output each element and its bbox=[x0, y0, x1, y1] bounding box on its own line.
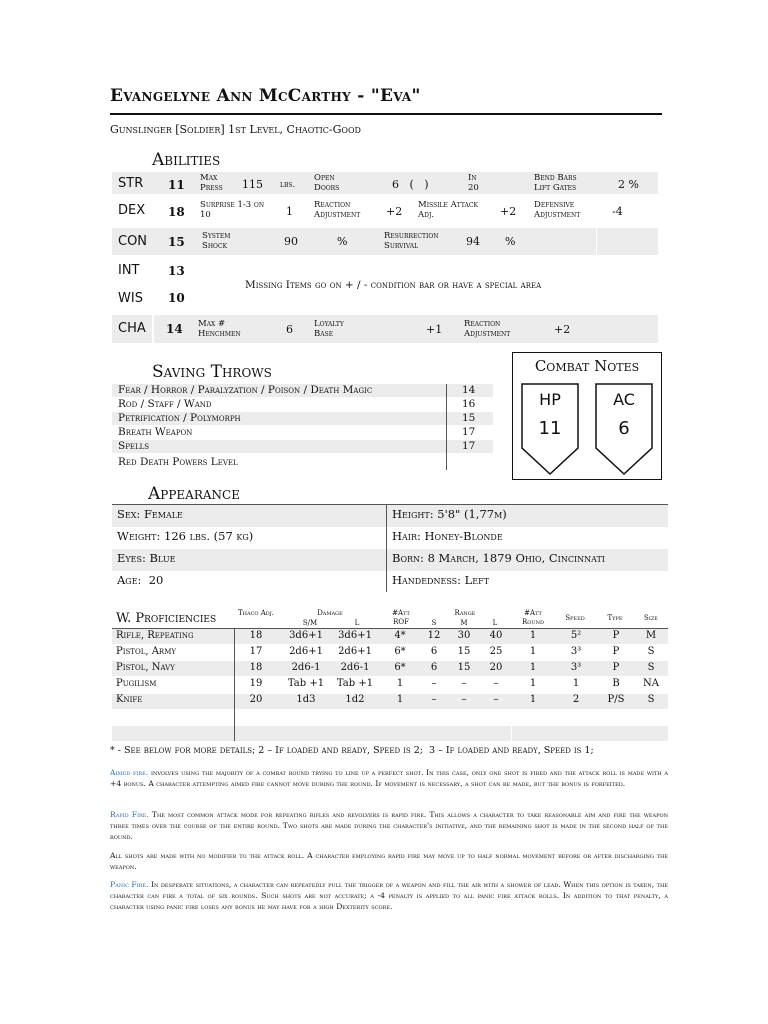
note-keyword: Panic Fire. bbox=[110, 880, 149, 889]
weapon-s: – bbox=[431, 694, 437, 705]
str-bend-bars-label: Bend Bars Lift Gates bbox=[534, 173, 577, 193]
wh-range: Range bbox=[454, 609, 476, 617]
wh-att: #Att ROF bbox=[392, 609, 410, 626]
dex-reaction-label: Reaction Adjustment bbox=[314, 200, 361, 220]
appearance-shade-1 bbox=[112, 505, 668, 527]
weapon-name: Pistol, Navy bbox=[116, 662, 175, 673]
cha-score: 14 bbox=[166, 322, 183, 336]
save-name: Spells bbox=[118, 440, 150, 452]
save-name: Petrification / Polymorph bbox=[118, 412, 241, 424]
weapon-range-l: 20 bbox=[489, 662, 503, 673]
weapon-size: S bbox=[647, 662, 655, 673]
save-row bbox=[112, 456, 505, 469]
sex: Sex: Female bbox=[117, 507, 183, 521]
save-value: 17 bbox=[462, 440, 476, 452]
ac-label: AC bbox=[613, 390, 635, 409]
weapon-sm: 1d3 bbox=[296, 694, 316, 705]
weapon-m: 15 bbox=[457, 662, 471, 673]
weapon-range-l: 25 bbox=[489, 646, 503, 657]
wh-range-m: M bbox=[460, 619, 468, 627]
weapon-s: 6 bbox=[430, 662, 438, 673]
cha-loyalty-label: Loyalty Base bbox=[314, 319, 344, 339]
wh-thaco: Thaco Adj. bbox=[237, 609, 275, 617]
weapon-s: – bbox=[431, 678, 437, 689]
weapon-s: 12 bbox=[427, 630, 441, 641]
wis-label: WIS bbox=[118, 291, 143, 306]
weapon-sm: 2d6+1 bbox=[289, 646, 323, 657]
weapon-speed: 3³ bbox=[570, 646, 582, 657]
str-max-press: 115 bbox=[242, 178, 263, 191]
note-text: The most common attack mode for repeating rifles and revolvers is rapid fire. This allows a character to take reasonable aim and fire the weapon three times over the course of the entire round. Two shots are made during the character's initiative, and the remaining shot is made in the second half of the round. bbox=[110, 810, 668, 841]
combat-notes-heading: Combat Notes bbox=[534, 357, 640, 375]
weapons-heading: W. Proficiencies bbox=[116, 611, 217, 626]
save-value: 14 bbox=[462, 384, 476, 396]
save-name: Rod / Staff / Wand bbox=[118, 398, 212, 410]
weapon-type: P bbox=[612, 662, 620, 673]
note-keyword: Aimed fire. bbox=[110, 768, 149, 777]
weapon-round: 1 bbox=[529, 694, 537, 705]
weapon-l: 2d6-1 bbox=[340, 662, 370, 673]
dex-surprise-label: Surprise 1-3 on 10 bbox=[200, 200, 265, 220]
con-system-shock-label: System Shock bbox=[202, 231, 231, 251]
cha-loyalty: +1 bbox=[426, 323, 443, 336]
weapon-range-l: 40 bbox=[489, 630, 503, 641]
height: Height: 5'8" (1,77m) bbox=[392, 507, 507, 521]
weapon-att: 4* bbox=[394, 630, 406, 641]
weapon-sm: 3d6+1 bbox=[289, 630, 323, 641]
weapon-range-l: – bbox=[493, 694, 499, 705]
abilities-heading: Abilities bbox=[152, 150, 221, 170]
weapon-speed: 1 bbox=[572, 678, 580, 689]
wh-type: Type bbox=[607, 614, 623, 622]
str-bend-bars: 2 % bbox=[618, 178, 639, 191]
ac-value: 6 bbox=[618, 418, 630, 439]
dex-missile: +2 bbox=[500, 205, 517, 218]
dex-score: 18 bbox=[168, 205, 185, 219]
wh-damage: Damage bbox=[317, 609, 343, 617]
wis-score: 10 bbox=[168, 291, 185, 305]
born: Born: 8 March, 1879 Ohio, Cincinnati bbox=[392, 551, 605, 565]
save-row bbox=[112, 398, 505, 411]
weapon-type: B bbox=[612, 678, 620, 689]
weapon-round: 1 bbox=[529, 630, 537, 641]
str-open-doors: 6 ( ) bbox=[392, 178, 429, 191]
cha-row bbox=[112, 315, 658, 343]
str-label: STR bbox=[118, 176, 144, 191]
con-system-shock: 90 bbox=[284, 235, 298, 248]
weapon-sm: 2d6-1 bbox=[291, 662, 321, 673]
save-value: 15 bbox=[462, 412, 476, 424]
int-score: 13 bbox=[168, 264, 185, 278]
save-name: Breath Weapon bbox=[118, 426, 193, 438]
hp-label: HP bbox=[539, 390, 561, 409]
int-label: INT bbox=[118, 263, 140, 278]
age: Age: 20 bbox=[117, 573, 164, 587]
save-row bbox=[112, 426, 505, 439]
weapon-speed: 5² bbox=[570, 630, 582, 641]
con-label: CON bbox=[118, 234, 148, 249]
weapon-speed: 3³ bbox=[570, 662, 582, 673]
dex-defensive: -4 bbox=[612, 205, 623, 218]
note-text: All shots are made with no modifier to the attack roll. A character employing rapid fire may move up to half normal movement before or after discharging the weapon. bbox=[110, 851, 668, 871]
weapon-sm: Tab +1 bbox=[287, 678, 325, 689]
hair: Hair: Honey-Blonde bbox=[392, 529, 503, 543]
weapon-type: P bbox=[612, 630, 620, 641]
con-system-shock-unit: % bbox=[337, 235, 348, 248]
weapon-size: M bbox=[645, 630, 657, 641]
wh-range-l: L bbox=[492, 619, 498, 627]
str-score: 11 bbox=[168, 178, 185, 192]
dex-label: DEX bbox=[118, 203, 146, 218]
weapon-size: S bbox=[647, 694, 655, 705]
weapon-m: 15 bbox=[457, 646, 471, 657]
wh-round: #Att Round bbox=[522, 609, 544, 626]
cha-cell-divider bbox=[152, 315, 154, 343]
title-divider bbox=[110, 113, 662, 115]
cha-henchmen-label: Max # Henchmen bbox=[198, 319, 241, 339]
wh-speed: Speed bbox=[565, 614, 585, 622]
wh-sm: S/M bbox=[302, 619, 318, 627]
weapon-l: 3d6+1 bbox=[338, 630, 372, 641]
hp-value: 11 bbox=[538, 418, 562, 439]
weapon-size: NA bbox=[643, 678, 659, 689]
save-name: Red Death Powers Level bbox=[118, 456, 238, 468]
wh-size: Size bbox=[644, 614, 658, 622]
str-max-press-label: Max Press bbox=[200, 173, 223, 193]
weapon-s: 6 bbox=[430, 646, 438, 657]
weapon-att: 6* bbox=[394, 646, 406, 657]
note-text: involves using the majority of a combat round trying to line up a perfect shot. In this case, only one shot is fired and the attack roll is made with a +4 bonus. A character attempting aimed fire cannot move during the round. If movement is necessary, a shot can be made, but the bonus is forfeited. bbox=[110, 768, 668, 788]
weapon-size: S bbox=[647, 646, 655, 657]
save-value: 17 bbox=[462, 426, 476, 438]
weapon-l: 1d2 bbox=[345, 694, 365, 705]
dex-defensive-label: Defensive Adjustment bbox=[534, 200, 581, 220]
str-lbs-unit: lbs. bbox=[280, 180, 296, 190]
weapons-blank-divider bbox=[511, 726, 512, 741]
note-panic-fire bbox=[110, 879, 668, 912]
class-level-alignment: Gunslinger [Soldier] 1st Level, Chaotic-Good bbox=[110, 123, 361, 136]
eyes: Eyes: Blue bbox=[117, 551, 176, 565]
wh-l: L bbox=[354, 619, 360, 627]
weapon-type: P/S bbox=[607, 694, 625, 705]
save-row bbox=[112, 384, 505, 397]
weapon-att: 1 bbox=[396, 694, 404, 705]
con-resurrection-label: Resurrection Survival bbox=[384, 231, 439, 251]
cha-henchmen: 6 bbox=[286, 323, 293, 336]
weapon-range-l: – bbox=[493, 678, 499, 689]
weapon-name: Pistol, Army bbox=[116, 646, 176, 657]
note-text: In desperate situations, a character can repeatedly pull the trigger of a weapon and fill the air with a shower of lead. When this option is taken, the character can fire a total of six rounds. Such shots are not accurate; a -4 penalty is applied to all panic fire attack rolls. In addition to that penalty, a character using panic fire loses any bonus he may have for a high Dexterity score. bbox=[110, 880, 668, 911]
weapon-m: 30 bbox=[457, 630, 471, 641]
con-resurrection: 94 bbox=[466, 235, 480, 248]
note-keyword: Rapid Fire. bbox=[110, 810, 149, 819]
weapon-thaco: 18 bbox=[249, 630, 263, 641]
appearance-heading: Appearance bbox=[148, 484, 240, 504]
cha-reaction-label: Reaction Adjustment bbox=[464, 319, 511, 339]
weapon-thaco: 19 bbox=[249, 678, 263, 689]
cha-reaction: +2 bbox=[554, 323, 571, 336]
str-open-doors-label: Open Doors bbox=[314, 173, 340, 193]
character-name: Evangelyne Ann McCarthy - "Eva" bbox=[110, 86, 421, 106]
dex-surprise: 1 bbox=[286, 205, 293, 218]
weapon-round: 1 bbox=[529, 646, 537, 657]
weight: Weight: 126 lbs. (57 kg) bbox=[117, 529, 254, 543]
wh-range-s: S bbox=[431, 619, 437, 627]
note-aimed-fire bbox=[110, 767, 668, 789]
str-in-20: In 20 bbox=[468, 173, 479, 193]
appearance-divider bbox=[386, 504, 387, 592]
con-score: 15 bbox=[168, 235, 185, 249]
note-rapid-fire bbox=[110, 809, 668, 842]
dex-reaction: +2 bbox=[386, 205, 403, 218]
weapon-att: 6* bbox=[394, 662, 406, 673]
dex-missile-label: Missile Attack Adj. bbox=[418, 200, 478, 220]
weapon-m: – bbox=[461, 678, 467, 689]
save-row bbox=[112, 412, 505, 425]
weapon-round: 1 bbox=[529, 678, 537, 689]
save-name: Fear / Horror / Paralyzation / Poison / Death Magic bbox=[118, 384, 373, 396]
weapon-name: Pugilism bbox=[116, 678, 157, 689]
save-row bbox=[112, 440, 505, 453]
weapon-att: 1 bbox=[396, 678, 404, 689]
weapon-speed: 2 bbox=[572, 694, 580, 705]
weapon-type: P bbox=[612, 646, 620, 657]
weapon-thaco: 17 bbox=[249, 646, 263, 657]
saving-throws-heading: Saving Throws bbox=[152, 362, 272, 382]
cha-label: CHA bbox=[118, 321, 146, 336]
save-value: 16 bbox=[462, 398, 476, 410]
weapons-shade-7 bbox=[112, 726, 668, 741]
weapon-round: 1 bbox=[529, 662, 537, 673]
note-rapid-fire-movement bbox=[110, 850, 668, 872]
weapon-m: – bbox=[461, 694, 467, 705]
weapon-l: Tab +1 bbox=[336, 678, 374, 689]
weapon-thaco: 20 bbox=[249, 694, 263, 705]
weapons-footnote: * - See below for more details; 2 – If loaded and ready, Speed is 2; 3 – If loaded and ready, Speed is 1; bbox=[110, 745, 594, 756]
missing-items-note: Missing Items go on + / - condition bar or have a special area bbox=[245, 279, 542, 291]
weapon-l: 2d6+1 bbox=[338, 646, 372, 657]
weapon-name: Knife bbox=[116, 694, 143, 705]
con-cell-divider bbox=[596, 228, 597, 255]
weapon-name: Rifle, Repeating bbox=[116, 630, 194, 641]
con-resurrection-unit: % bbox=[505, 235, 516, 248]
weapon-thaco: 18 bbox=[249, 662, 263, 673]
handedness: Handedness: Left bbox=[392, 573, 490, 587]
